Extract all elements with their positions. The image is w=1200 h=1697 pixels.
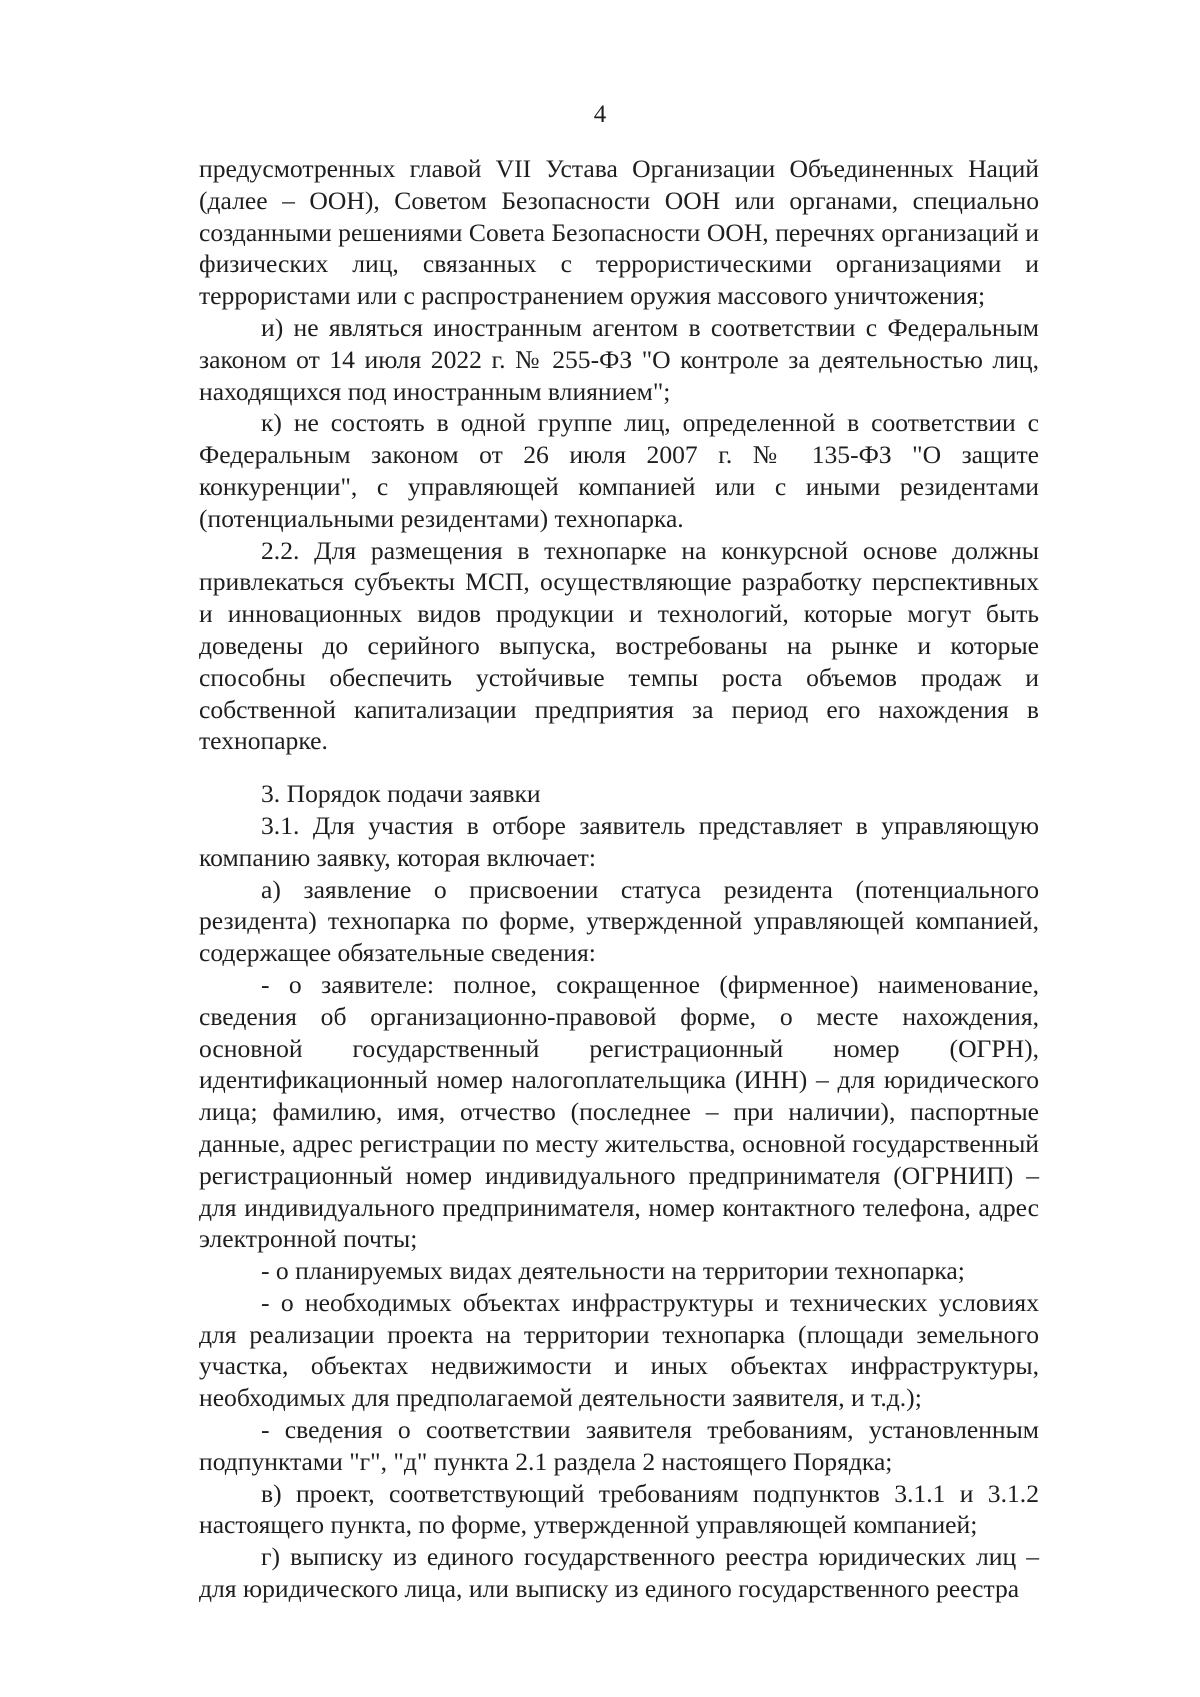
- paragraph-dash-applicant-info: - о заявителе: полное, сокращенное (фирменное) наименование, сведения об организационно-правовой форме, о месте нахождения, основной государственный регистрационный номер (ОГРН), идентификационный номер налогоплательщика (ИНН) – для юридического лица; фамилию, имя, отчество (последнее – при наличии), паспортные данные, адрес регистрации по месту жительства, основной государственный регистрационный номер индивидуального предпринимателя (ОГРНИП) – для индивидуального предпринимателя, номер контактного телефона, адрес электронной почты;: [199, 969, 1039, 1254]
- paragraph-item-v-project: в) проект, соответствующий требованиям подпунктов 3.1.1 и 3.1.2 настоящего пункта, по форме, утвержденной управляющей компанией;: [199, 1478, 1039, 1540]
- page-number: 4: [593, 101, 607, 128]
- paragraph-item-a-statement: а) заявление о присвоении статуса резидента (потенциального резидента) технопарка по форме, утвержденной управляющей компанией, содержащее обязательные сведения:: [199, 874, 1039, 968]
- section-heading-application-procedure: 3. Порядок подачи заявки: [261, 779, 541, 809]
- paragraph-item-i-foreign-agent: и) не являться иностранным агентом в соответствии с Федеральным законом от 14 июля 2022 г. № 255-ФЗ "О контроле за деятельностью лиц, находящихся под иностранным влиянием";: [199, 312, 1039, 406]
- paragraph-3-1-application: 3.1. Для участия в отборе заявитель представляет в управляющую компанию заявку, которая включает:: [199, 810, 1039, 872]
- paragraph-item-k-group-of-persons: к) не состоять в одной группе лиц, определенной в соответствии с Федеральным законом от 26 июля 2007 г. № 135-ФЗ "О защите конкуренции", с управляющей компанией или с иными резидентами (потенциальными резидентами) технопарка.: [199, 408, 1039, 533]
- paragraph-2-2-competitive-basis: 2.2. Для размещения в технопарке на конкурсной основе должны привлекаться субъекты МСП, осуществляющие разработку перспективных и инновационных видов продукции и технологий, которые могут быть доведены до серийного выпуска, востребованы на рынке и которые способны обеспечить устойчивые темпы роста объемов продаж и собственной капитализации предприятия за период его нахождения в технопарке.: [199, 535, 1039, 756]
- paragraph-dash-compliance: - сведения о соответствии заявителя требованиям, установленным подпунктами "г", "д" пункта 2.1 раздела 2 настоящего Порядка;: [199, 1415, 1039, 1476]
- document-body: [199, 153, 1039, 1605]
- paragraph-un-lists-continuation: предусмотренных главой VII Устава Организации Объединенных Наций (далее – ООН), Советом Безопасности ООН или органами, специально созданными решениями Совета Безопасности ООН, перечнях организаций и физических лиц, связанных с террористическими организациями и террористами или с распространением оружия массового уничтожения;: [199, 154, 1039, 311]
- paragraph-dash-infrastructure: - о необходимых объектах инфраструктуры и технических условиях для реализации проекта на территории технопарка (площади земельного участка, объектах недвижимости и иных объектах инфраструктуры, необходимых для предполагаемой деятельности заявителя, и т.д.);: [199, 1287, 1039, 1413]
- paragraph-dash-planned-activities: - о планируемых видах деятельности на территории технопарка;: [261, 1256, 965, 1286]
- paragraph-item-g-extract: г) выписку из единого государственного реестра юридических лиц – для юридического лица, или выписку из единого государственного реестра: [199, 1542, 1039, 1604]
